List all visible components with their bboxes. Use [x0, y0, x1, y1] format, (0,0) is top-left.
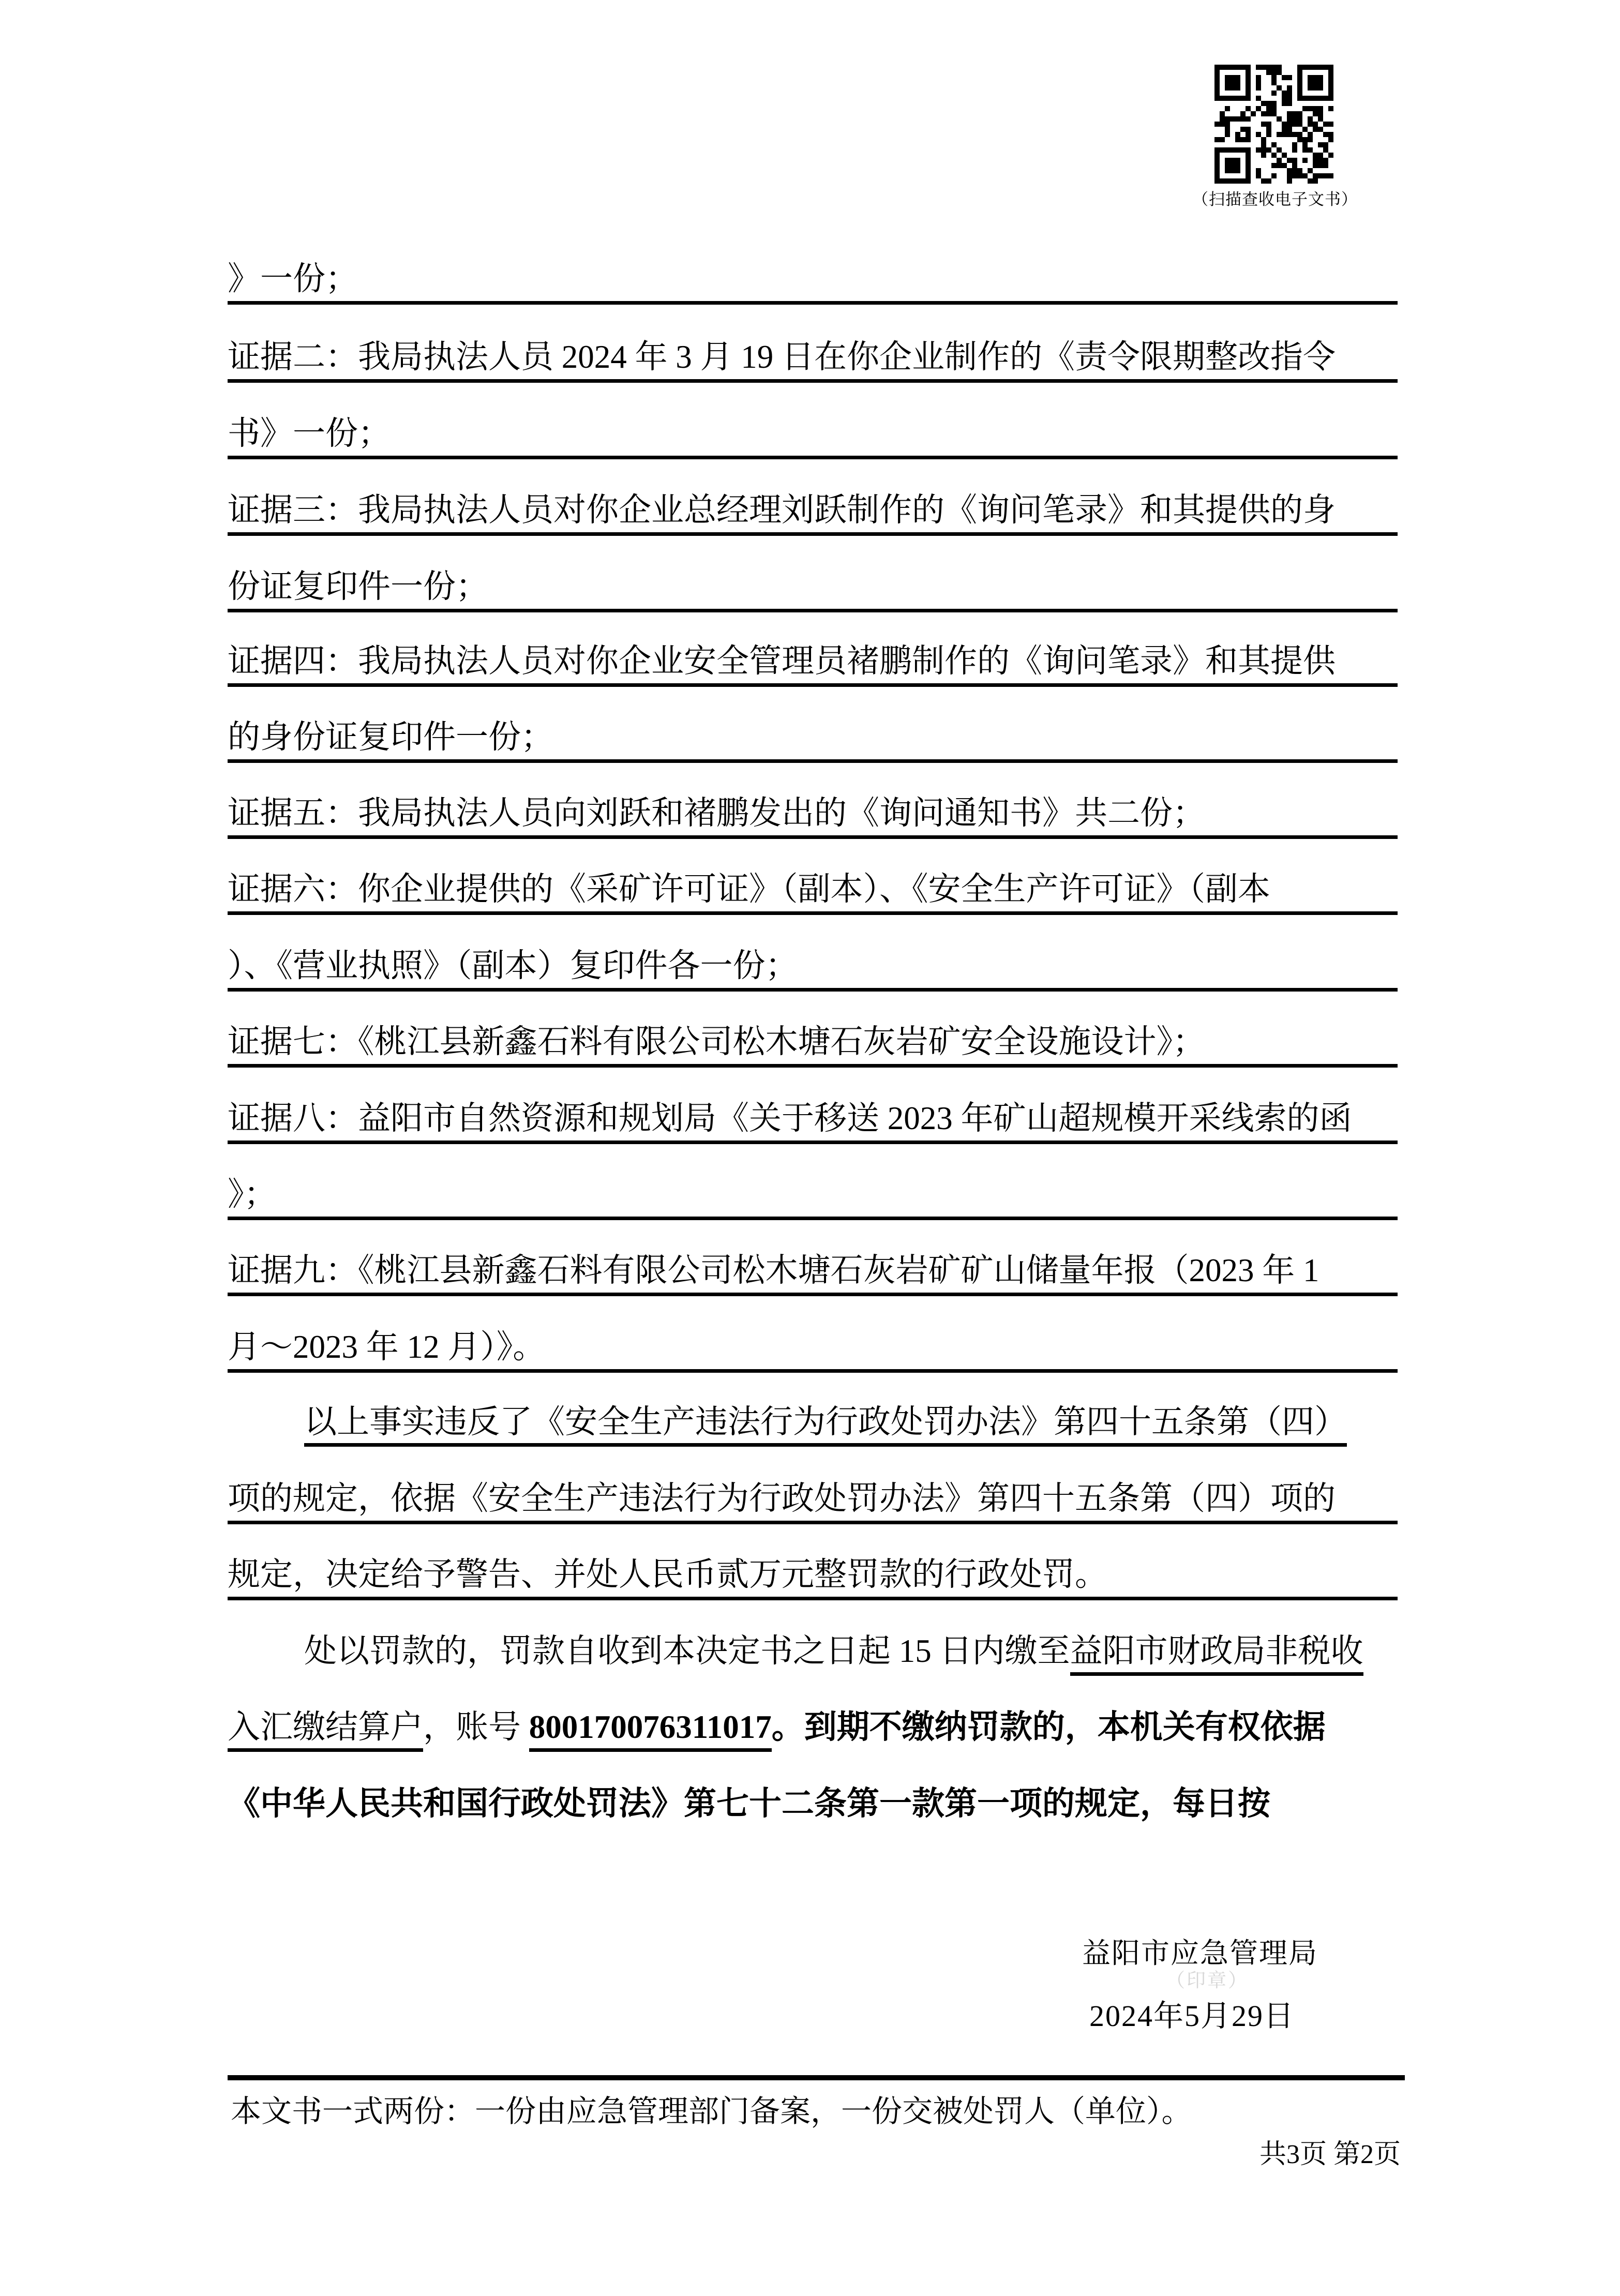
body-line: [228, 415, 1398, 452]
text-segment: 证据八：益阳市自然资源和规划局《关于移送 2023 年矿山超规模开采线索的函: [228, 1100, 1352, 1136]
footer-divider: [228, 2075, 1405, 2080]
underline-rule: [228, 1064, 1398, 1068]
underline-rule: [228, 683, 1398, 687]
text-segment: 证据五：我局执法人员向刘跃和褚鹏发出的《询问通知书》共二份；: [228, 795, 1205, 831]
text-segment: 证据二：我局执法人员 2024 年 3 月 19 日在你企业制作的《责令限期整改指令: [228, 339, 1336, 375]
underline-rule: [228, 379, 1398, 383]
text-segment: 证据四：我局执法人员对你企业安全管理员褚鹏制作的《询问笔录》和其提供: [228, 643, 1336, 679]
underline-rule: [228, 1217, 1398, 1220]
underline-rule: [228, 456, 1398, 459]
underline-rule: [228, 911, 1398, 915]
underline-rule: [228, 1521, 1398, 1524]
body-line: [228, 1480, 1398, 1517]
qr-caption: （扫描查收电子文书）: [1192, 190, 1358, 208]
underline-rule: [228, 1293, 1398, 1296]
body-line: [228, 1785, 1398, 1822]
underline-rule: [228, 988, 1398, 992]
underline-rule: [228, 532, 1398, 536]
issuing-agency-name: 益阳市应急管理局: [1082, 1938, 1318, 1969]
text-segment: 》；: [228, 1176, 277, 1212]
text-segment: 证据六：你企业提供的《采矿许可证》（副本）、《安全生产许可证》（副本: [228, 871, 1270, 907]
text-segment: 份证复印件一份；: [228, 568, 488, 605]
text-segment: 项的规定，依据《安全生产违法行为行政处罚办法》第四十五条第（四）项的: [228, 1480, 1336, 1517]
body-line: [228, 1024, 1398, 1060]
body-line: [228, 871, 1398, 907]
body-line: [228, 1556, 1398, 1593]
body-line: [228, 261, 1398, 297]
underline-rule: [228, 1141, 1398, 1144]
text-segment: 规定，决定给予警告、并处人民币贰万元整罚款的行政处罚。: [228, 1556, 1107, 1593]
qr-code-icon: [1214, 65, 1333, 184]
underline-rule: [228, 1369, 1398, 1373]
body-line: [228, 492, 1398, 528]
text-segment: 证据三：我局执法人员对你企业总经理刘跃制作的《询问笔录》和其提供的身: [228, 492, 1336, 528]
underline-rule: [228, 759, 1398, 763]
decision-date: 2024年5月29日: [1089, 1999, 1295, 2033]
underline-rule: [228, 609, 1398, 612]
underlined-text: 益阳市财政局非税收: [1070, 1633, 1363, 1676]
body-line: [228, 1176, 1398, 1212]
seal-placeholder: （印章）: [1166, 1970, 1249, 1991]
page-number: 共3页 第2页: [1259, 2140, 1401, 2169]
text-segment: 。到期不缴纳罚款的，本机关有权依据: [771, 1709, 1326, 1745]
text-segment: 证据九：《桃江县新鑫石料有限公司松木塘石灰岩矿矿山储量年报（2023 年 1: [228, 1252, 1319, 1288]
body-line: [228, 339, 1398, 375]
body-line: [228, 1329, 1398, 1365]
body-line: [228, 1100, 1398, 1136]
text-segment: 的身份证复印件一份；: [228, 719, 553, 755]
text-segment: 》一份；: [228, 261, 358, 297]
body-line: [228, 643, 1398, 679]
text-segment: 处以罚款的，罚款自收到本决定书之日起 15 日内缴至: [304, 1633, 1070, 1669]
body-line: [228, 719, 1398, 755]
body-line: [228, 568, 1398, 605]
underlined-text: 以上事实违反了《安全生产违法行为行政处罚办法》第四十五条第（四）: [304, 1404, 1347, 1447]
text-segment: ）、《营业执照》（副本）复印件各一份；: [228, 948, 798, 984]
text-segment: ，账号: [423, 1709, 529, 1745]
text-segment: 《中华人民共和国行政处罚法》第七十二条第一款第一项的规定，每日按: [228, 1785, 1270, 1822]
body-line: [228, 1633, 1398, 1669]
body-line: [228, 1709, 1398, 1745]
underlined-text: 入汇缴结算户: [228, 1709, 423, 1752]
text-segment: 书》一份；: [228, 415, 391, 452]
body-line: [228, 795, 1398, 831]
underline-rule: [228, 301, 1398, 305]
text-segment: 月～2023 年 12 月）》。: [228, 1329, 546, 1365]
footer-note: 本文书一式两份：一份由应急管理部门备案，一份交被处罚人（单位）。: [231, 2094, 1192, 2128]
underline-rule: [228, 1597, 1398, 1600]
underline-rule: [228, 835, 1398, 839]
body-line: [228, 1404, 1398, 1440]
body-line: [228, 1252, 1398, 1288]
text-segment: 证据七：《桃江县新鑫石料有限公司松木塘石灰岩矿安全设施设计》；: [228, 1024, 1205, 1060]
body-line: [228, 948, 1398, 984]
underlined-text: 800170076311017: [529, 1709, 772, 1752]
